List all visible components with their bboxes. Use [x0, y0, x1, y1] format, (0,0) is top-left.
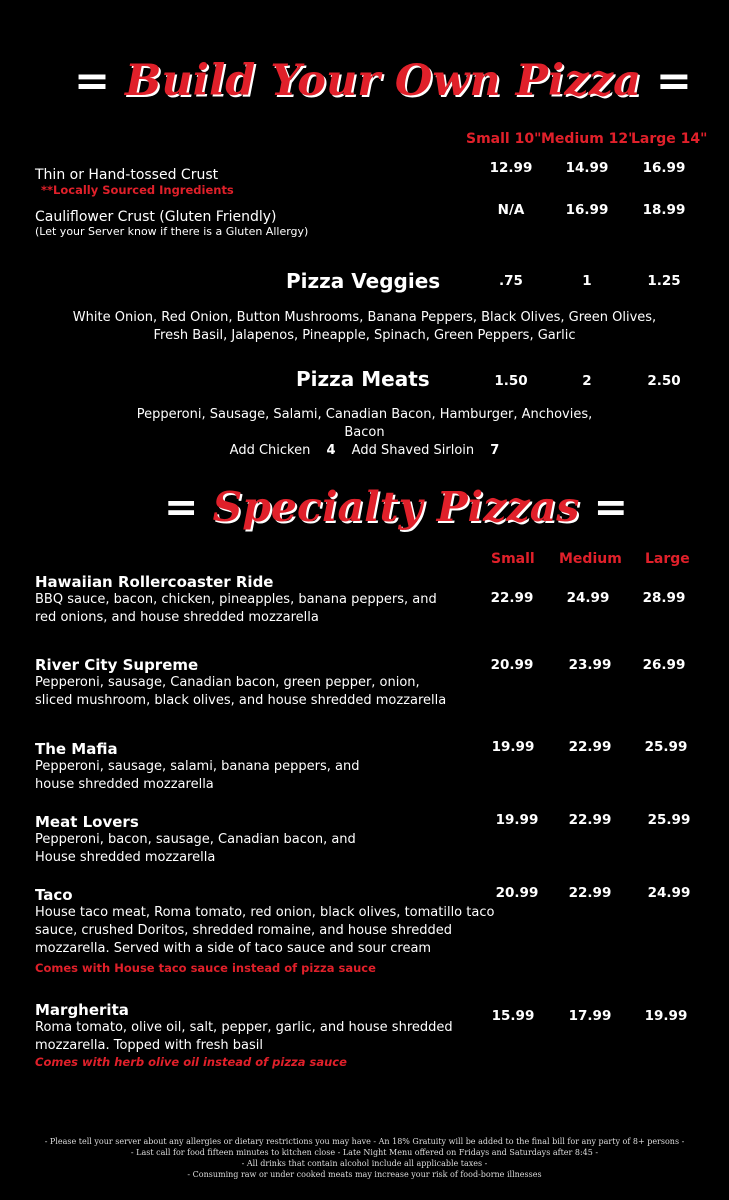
- crust-name: Thin or Hand-tossed Crust: [35, 167, 219, 183]
- pizza-item-meat-lovers: [35, 813, 356, 867]
- title-dash-right: =: [655, 56, 692, 106]
- meats-addons: [0, 442, 729, 460]
- footer-line-1: - Please tell your server about any allergies or dietary restrictions you may have - An 18% Gratuity will be added to the final bill for any party of 8+ persons -: [44, 1137, 685, 1146]
- pizza-name: The Mafia: [35, 740, 118, 758]
- title-dash-left: =: [164, 483, 199, 531]
- pizza-note: Comes with House taco sauce instead of pizza sauce: [35, 961, 376, 975]
- meats-line-1: Pepperoni, Sausage, Salami, Canadian Bacon, Hamburger, Anchovies,: [136, 407, 593, 422]
- specialty-size-header-medium: Medium: [559, 551, 622, 567]
- add-sirloin-label: Add Shaved Sirloin: [351, 443, 475, 458]
- pizza-desc-line: sauce, crushed Doritos, shredded romaine, and house shredded: [35, 923, 452, 938]
- footer-notes: [0, 1136, 729, 1180]
- pizza-name: Meat Lovers: [35, 813, 139, 831]
- pizza-item-hawaiian: [35, 573, 437, 627]
- veggies-price-medium: 1: [582, 273, 592, 289]
- pizza-item-mafia: [35, 740, 359, 794]
- byo-size-header-large: Large 14": [631, 131, 708, 147]
- meat-lovers-price-large: 25.99: [647, 812, 691, 828]
- footer-line-3: - All drinks that contain alcohol include all applicable taxes -: [241, 1159, 488, 1168]
- taco-price-small: 20.99: [495, 885, 539, 901]
- veggies-price-large: 1.25: [647, 273, 681, 289]
- byo-title: [74, 56, 692, 106]
- pizza-item-margherita: [35, 1001, 453, 1069]
- pizza-desc-line: House taco meat, Roma tomato, red onion, black olives, tomatillo taco: [35, 905, 495, 920]
- crust-note: (Let your Server know if there is a Gluten Allergy): [35, 225, 309, 238]
- crust-thin-price-large: 16.99: [642, 160, 686, 176]
- pizza-name: River City Supreme: [35, 656, 199, 674]
- hawaiian-price-large: 28.99: [642, 590, 686, 606]
- pizza-desc-line: red onions, and house shredded mozzarella: [35, 610, 319, 625]
- margherita-price-small: 15.99: [491, 1008, 535, 1024]
- specialty-size-header-large: Large: [645, 551, 690, 567]
- pizza-desc-line: Roma tomato, olive oil, salt, pepper, garlic, and house shredded: [35, 1020, 453, 1035]
- river-city-price-large: 26.99: [642, 657, 686, 673]
- crust-cauliflower-price-small: N/A: [497, 202, 525, 218]
- crust-cauliflower-price-large: 18.99: [642, 202, 686, 218]
- margherita-price-large: 19.99: [644, 1008, 688, 1024]
- veggies-title: Pizza Veggies: [286, 269, 441, 293]
- pizza-desc-line: Pepperoni, bacon, sausage, Canadian bacon, and: [35, 832, 356, 847]
- add-chicken-price: 4: [326, 443, 336, 458]
- meat-lovers-price-small: 19.99: [495, 812, 539, 828]
- crust-thin-price-medium: 14.99: [565, 160, 609, 176]
- veggies-list: [0, 309, 729, 345]
- footer-line-2: - Last call for food fifteen minutes to kitchen close - Late Night Menu offered on Fridays and Saturdays after 8:45 -: [130, 1148, 599, 1157]
- pizza-desc-line: Pepperoni, sausage, Canadian bacon, green pepper, onion,: [35, 675, 420, 690]
- crust-cauliflower: [35, 209, 308, 238]
- add-sirloin-price: 7: [490, 443, 500, 458]
- meats-line-2: Bacon: [344, 425, 385, 440]
- meats-list: [0, 406, 729, 460]
- specialty-title: [164, 483, 628, 531]
- add-chicken-label: Add Chicken: [229, 443, 311, 458]
- specialty-size-header-small: Small: [491, 551, 535, 567]
- hawaiian-price-small: 22.99: [490, 590, 534, 606]
- taco-price-large: 24.99: [647, 885, 691, 901]
- pizza-desc-line: sliced mushroom, black olives, and house shredded mozzarella: [35, 693, 447, 708]
- footer-line-4: - Consuming raw or under cooked meats may increase your risk of food-borne illnesses: [187, 1170, 542, 1179]
- pizza-desc-line: BBQ sauce, bacon, chicken, pineapples, banana peppers, and: [35, 592, 437, 607]
- pizza-desc-line: mozzarella. Served with a side of taco sauce and sour cream: [35, 941, 432, 956]
- meats-price-small: 1.50: [494, 373, 528, 389]
- byo-size-header-medium: Medium 12": [541, 131, 636, 147]
- pizza-desc-line: House shredded mozzarella: [35, 850, 216, 865]
- pizza-note: Comes with herb olive oil instead of pizza sauce: [35, 1055, 347, 1069]
- meats-price-medium: 2: [582, 373, 592, 389]
- taco-price-medium: 22.99: [568, 885, 612, 901]
- crust-cauliflower-price-medium: 16.99: [565, 202, 609, 218]
- mafia-price-small: 19.99: [491, 739, 535, 755]
- mafia-price-large: 25.99: [644, 739, 688, 755]
- pizza-name: Hawaiian Rollercoaster Ride: [35, 573, 274, 591]
- meats-title: Pizza Meats: [296, 367, 430, 391]
- mafia-price-medium: 22.99: [568, 739, 612, 755]
- byo-title-text: Build Your Own Pizza: [125, 56, 641, 106]
- pizza-name: Taco: [35, 886, 73, 904]
- pizza-desc-line: mozzarella. Topped with fresh basil: [35, 1038, 264, 1053]
- crust-thin-price-small: 12.99: [489, 160, 533, 176]
- byo-size-header-small: Small 10": [466, 131, 542, 147]
- hawaiian-price-medium: 24.99: [566, 590, 610, 606]
- margherita-price-medium: 17.99: [568, 1008, 612, 1024]
- meat-lovers-price-medium: 22.99: [568, 812, 612, 828]
- veggies-price-small: .75: [499, 273, 523, 289]
- pizza-item-river-city: [35, 656, 446, 710]
- crust-note: **Locally Sourced Ingredients: [41, 183, 234, 197]
- pizza-desc-line: Pepperoni, sausage, salami, banana peppers, and: [35, 759, 360, 774]
- river-city-price-medium: 23.99: [568, 657, 612, 673]
- crust-thin: [35, 167, 234, 197]
- veggies-line-1: White Onion, Red Onion, Button Mushrooms, Banana Peppers, Black Olives, Green Olives,: [72, 310, 657, 325]
- pizza-name: Margherita: [35, 1001, 129, 1019]
- title-dash-right: =: [593, 483, 628, 531]
- title-dash-left: =: [74, 56, 111, 106]
- specialty-title-text: Specialty Pizzas: [212, 483, 580, 531]
- crust-name: Cauliflower Crust (Gluten Friendly): [35, 209, 277, 225]
- pizza-desc-line: house shredded mozzarella: [35, 777, 214, 792]
- meats-price-large: 2.50: [647, 373, 681, 389]
- river-city-price-small: 20.99: [490, 657, 534, 673]
- pizza-item-taco: [35, 886, 494, 975]
- veggies-line-2: Fresh Basil, Jalapenos, Pineapple, Spinach, Green Peppers, Garlic: [153, 328, 576, 343]
